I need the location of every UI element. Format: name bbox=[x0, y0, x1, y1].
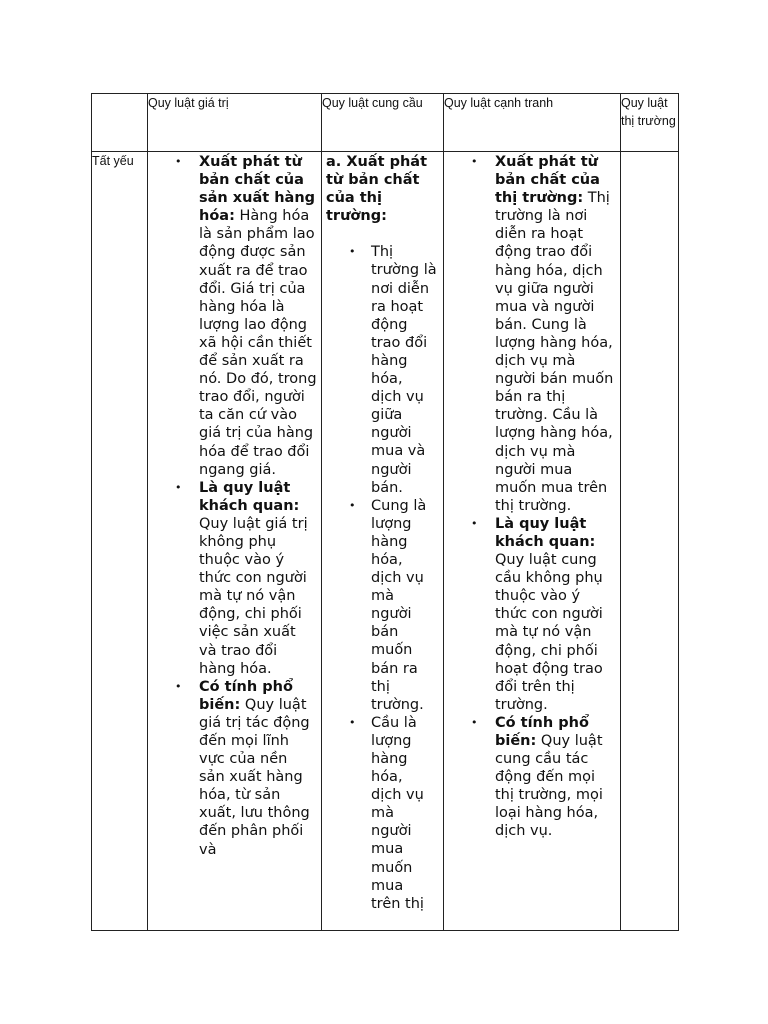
header-cell-cung-cau: Quy luật cung cầu bbox=[322, 94, 444, 152]
cell-cung-cau bbox=[322, 152, 444, 931]
header-row bbox=[92, 94, 679, 152]
item-text: Quy luật giá trị không phụ thuộc vào ý thức con người mà tự nó vận động, chi phối việc sản xuất và trao đổi hàng hóa. bbox=[199, 515, 308, 677]
cell-thi-truong bbox=[621, 152, 679, 931]
list-item bbox=[444, 714, 620, 841]
heading-text: a. Xuất phát từ bản chất của thị trường: bbox=[326, 154, 428, 225]
bullet-icon: • bbox=[349, 715, 356, 729]
header-cell-thi-truong: Quy luật thị trường bbox=[621, 94, 679, 152]
bullet-icon: • bbox=[175, 679, 182, 693]
list-item bbox=[148, 153, 321, 479]
body-row-tat-yeu bbox=[92, 152, 679, 931]
list-item bbox=[148, 678, 321, 859]
item-bold: Là quy luật khách quan: bbox=[199, 479, 300, 514]
bullet-icon: • bbox=[349, 498, 356, 512]
item-bold: Xuất phát từ bản chất của thị trường: bbox=[495, 154, 600, 207]
list-item bbox=[322, 714, 443, 913]
bullet-icon: • bbox=[471, 516, 478, 530]
item-text: Cầu là lượng hàng hóa, dịch vụ mà người mua muốn mua trên thị bbox=[371, 714, 424, 912]
gia-tri-list bbox=[148, 153, 321, 859]
item-text: Quy luật giá trị tác động đến mọi lĩnh vực của nền sản xuất hàng hóa, từ sản xuất, lưu thông đến phân phối và bbox=[199, 696, 310, 858]
list-item bbox=[444, 153, 620, 515]
item-text: Quy luật cung cầu tác động đến mọi thị trường, mọi loại hàng hóa, dịch vụ. bbox=[495, 733, 603, 840]
cell-gia-tri bbox=[148, 152, 322, 931]
bullet-icon: • bbox=[175, 155, 182, 168]
cell-canh-tranh bbox=[444, 152, 621, 931]
header-cell-canh-tranh: Quy luật cạnh tranh bbox=[444, 94, 621, 152]
list-item bbox=[148, 479, 321, 678]
list-item bbox=[444, 515, 620, 714]
bullet-icon: • bbox=[471, 715, 478, 729]
list-item bbox=[322, 243, 443, 496]
canh-tranh-list bbox=[444, 153, 620, 841]
bullet-icon: • bbox=[471, 155, 478, 168]
item-bold: Có tính phổ biến: bbox=[495, 714, 589, 749]
item-bold: Xuất phát từ bản chất của sản xuất hàng hóa: bbox=[199, 154, 316, 225]
header-cell-empty bbox=[92, 94, 148, 152]
bullet-icon: • bbox=[349, 245, 356, 259]
row-label: Tất yếu bbox=[92, 152, 148, 931]
item-bold: Có tính phổ biến: bbox=[199, 678, 293, 713]
list-item bbox=[322, 497, 443, 714]
item-text: Thị trường là nơi diễn ra hoạt động trao đổi hàng hóa, dịch vụ giữa người mua và người bán. Cung là lượng hàng hóa, dịch vụ mà người bán muốn bán ra thị trường. Cầu là lượng hàng hóa, dịch vụ mà người mua muốn mua trên thị trường. bbox=[495, 190, 614, 514]
item-text: Hàng hóa là sản phẩm lao động được sản xuất ra để trao đổi. Giá trị của hàng hóa là lượng lao động xã hội cần thiết để sản xuất ra nó. Do đó, trong trao đổi, người ta căn cứ vào giá trị của hàng hóa để trao đổi ngang giá. bbox=[199, 208, 317, 478]
item-text: Quy luật cung cầu không phụ thuộc vào ý thức con người mà tự nó vận động, chi phối hoạt động trao đổi trên thị trường. bbox=[495, 552, 603, 713]
item-text: Cung là lượng hàng hóa, dịch vụ mà người bán muốn bán ra thị trường. bbox=[371, 497, 427, 713]
comparison-table bbox=[91, 93, 679, 931]
item-bold: Là quy luật khách quan: bbox=[495, 515, 596, 550]
bullet-icon: • bbox=[175, 480, 182, 494]
cung-cau-list bbox=[322, 243, 443, 912]
item-text: Thị trường là nơi diễn ra hoạt động trao đổi hàng hóa, dịch vụ giữa người mua và người bán. bbox=[371, 244, 437, 496]
header-cell-gia-tri: Quy luật giá trị bbox=[148, 94, 322, 152]
cung-cau-heading bbox=[322, 153, 443, 225]
